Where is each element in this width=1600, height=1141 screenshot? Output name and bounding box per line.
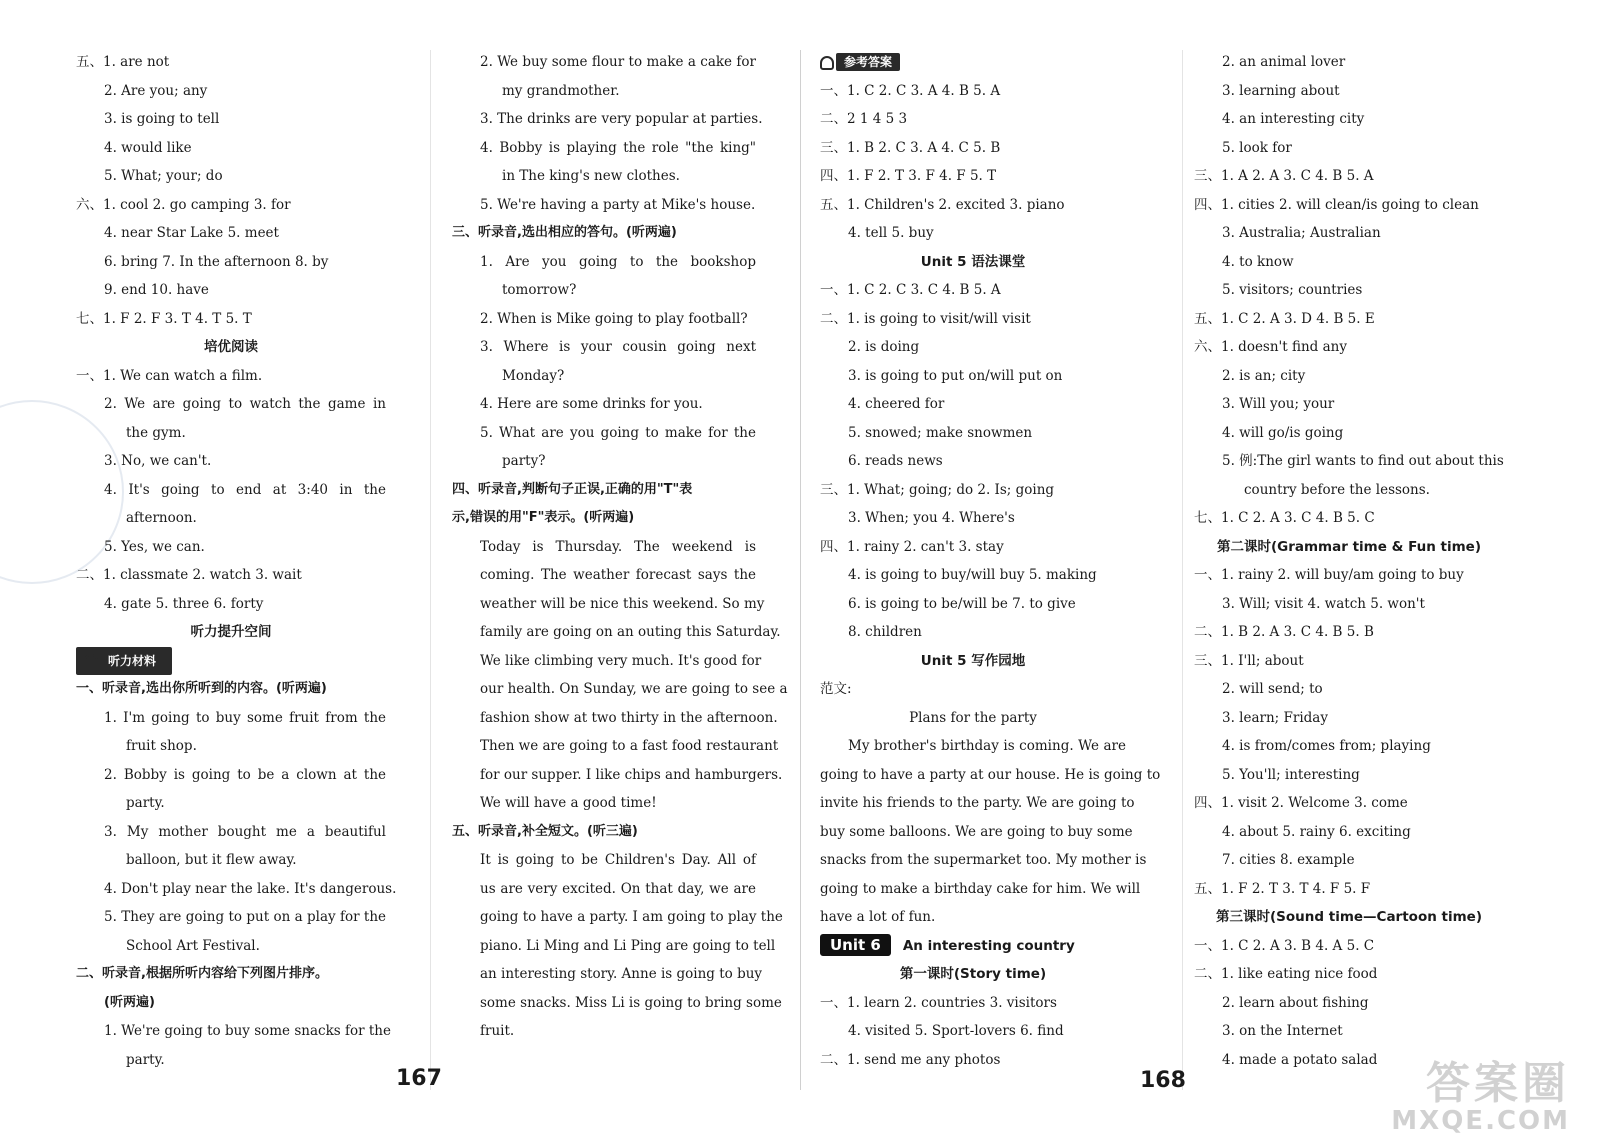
answer-line: party. xyxy=(126,795,165,811)
answer-line: 3. on the Internet xyxy=(1222,1023,1343,1039)
answer-line: 4. is from/comes from; playing xyxy=(1222,738,1431,754)
answer-line: 4. is going to buy/will buy 5. making xyxy=(848,567,1097,583)
answer-line: 一、1. C 2. C 3. C 4. B 5. A xyxy=(820,282,1001,298)
answer-line: 5. snowed; make snowmen xyxy=(848,424,1033,441)
answer-line: 4. cheered for xyxy=(848,396,945,412)
column-1 xyxy=(76,48,397,1074)
section-heading: 听力提升空间 xyxy=(190,624,272,640)
answer-line: 三、1. A 2. A 3. C 4. B 5. A xyxy=(1194,168,1374,184)
answer-line: 4. near Star Lake 5. meet xyxy=(104,225,279,241)
answer-line: going to make a birthday cake for him. We will xyxy=(820,880,1141,897)
answer-line: have a lot of fun. xyxy=(820,909,936,925)
answer-line: 6. is going to be/will be 7. to give xyxy=(848,595,1076,612)
answer-line: fruit shop. xyxy=(126,738,197,754)
answer-line: 5. They are going to put on a play for the xyxy=(104,909,386,925)
answer-line: 5. look for xyxy=(1222,139,1292,156)
answer-line: 3. is going to tell xyxy=(104,111,220,127)
answer-line: 四、1. cities 2. will clean/is going to clean xyxy=(1194,196,1479,213)
section-heading: 三、听录音,选出相应的答句。(听两遍) xyxy=(452,225,677,240)
page-number-left: 167 xyxy=(396,1066,442,1091)
answer-line: family are going on an outing this Saturday. xyxy=(480,624,781,640)
answer-line: 五、1. are not xyxy=(76,54,170,70)
answers-badge: 参考答案 xyxy=(836,53,900,71)
answer-line: 六、1. cool 2. go camping 3. for xyxy=(76,196,291,213)
answer-line: us are very excited. On that day, we are xyxy=(480,880,756,897)
answer-line: 四、1. visit 2. Welcome 3. come xyxy=(1194,795,1408,811)
answer-line: my grandmother. xyxy=(502,82,620,99)
answer-line: for our supper. I like chips and hamburgers. xyxy=(480,766,783,783)
answer-line: 一、1. C 2. A 3. B 4. A 5. C xyxy=(1194,937,1375,954)
answer-line: 4. will go/is going xyxy=(1222,424,1344,441)
answer-line: 5. 例:The girl wants to find out about this xyxy=(1222,453,1504,469)
answer-line: 1. We're going to buy some snacks for the xyxy=(104,1023,391,1039)
answer-line: weather will be nice this weekend. So my xyxy=(480,595,765,612)
answer-line: 5. What are you going to make for the xyxy=(480,424,756,441)
answer-line: 2. Bobby is going to be a clown at the xyxy=(104,766,386,783)
answer-line: 七、1. C 2. A 3. C 4. B 5. C xyxy=(1194,510,1375,526)
page-gutter xyxy=(800,50,801,1090)
answer-line: balloon, but it flew away. xyxy=(126,852,297,868)
section-heading: 五、听录音,补全短文。(听三遍) xyxy=(452,823,638,839)
answer-line: party? xyxy=(502,453,546,469)
answer-line: School Art Festival. xyxy=(126,937,260,954)
answer-line: 4. visited 5. Sport-lovers 6. find xyxy=(848,1023,1064,1039)
answer-line: 4. an interesting city xyxy=(1222,111,1365,127)
answer-line: going to have a party. I am going to play the xyxy=(480,909,783,925)
answer-line: 3. Will you; your xyxy=(1222,396,1335,412)
page-number-right: 168 xyxy=(1140,1068,1186,1093)
answer-line: 3. learning about xyxy=(1222,82,1340,99)
answer-line: 二、1. is going to visit/will visit xyxy=(820,310,1031,327)
answer-line: 4. about 5. rainy 6. exciting xyxy=(1222,823,1411,840)
answer-line: 四、1. F 2. T 3. F 4. F 5. T xyxy=(820,168,997,184)
answer-line: piano. Li Ming and Li Ping are going to tell xyxy=(480,937,776,954)
answer-line: 四、1. rainy 2. can't 3. stay xyxy=(820,538,1004,555)
answer-line: 一、1. We can watch a film. xyxy=(76,367,263,384)
answer-line: snacks from the supermarket too. My mother is xyxy=(820,852,1147,868)
answer-line: 4. Don't play near the lake. It's dangerous. xyxy=(104,880,397,897)
answer-line: 二、2 1 4 5 3 xyxy=(820,111,908,127)
answer-line: 4. Bobby is playing the role "the king" xyxy=(480,139,756,156)
answer-line: 8. children xyxy=(848,624,922,640)
section-heading: 一、听录音,选出你所听到的内容。(听两遍) xyxy=(76,681,327,696)
column-4 xyxy=(1194,48,1504,1074)
answer-line: 2. When is Mike going to play football? xyxy=(480,310,748,327)
answer-line: 1. I'm going to buy some fruit from the xyxy=(104,709,386,726)
answer-line: 二、1. classmate 2. watch 3. wait xyxy=(76,567,302,583)
answer-line: 5. What; your; do xyxy=(104,168,223,184)
answer-line: 6. bring 7. In the afternoon 8. by xyxy=(104,253,329,270)
answer-line: We like climbing very much. It's good for xyxy=(480,652,762,669)
section-badge xyxy=(76,647,172,676)
answer-line: 2. We are going to watch the game in xyxy=(104,396,386,412)
answer-line: 7. cities 8. example xyxy=(1222,852,1355,868)
section-heading: 示,错误的用"F"表示。(听两遍) xyxy=(452,510,635,525)
answer-line: 二、1. send me any photos xyxy=(820,1051,1001,1068)
answer-line: Monday? xyxy=(502,367,565,384)
watermark-logo xyxy=(1391,1058,1570,1136)
answer-line: 二、1. B 2. A 3. C 4. B 5. B xyxy=(1194,624,1374,640)
answer-line: 3. is going to put on/will put on xyxy=(848,367,1063,384)
section-heading: 二、听录音,根据所听内容给下列图片排序。 xyxy=(76,966,328,981)
answer-line: It is going to be Children's Day. All of xyxy=(480,852,756,868)
answer-line: 3. My mother bought me a beautiful xyxy=(104,823,386,840)
answer-line: 三、1. B 2. C 3. A 4. C 5. B xyxy=(820,139,1001,156)
answer-line: in The king's new clothes. xyxy=(502,168,680,184)
answer-line: 范文: xyxy=(820,681,852,697)
answer-line: 3. No, we can't. xyxy=(104,453,212,469)
answer-line: 5. visitors; countries xyxy=(1222,282,1363,298)
answer-line: 4. tell 5. buy xyxy=(848,225,934,241)
headphone-icon xyxy=(84,654,98,668)
answer-line: 4. Here are some drinks for you. xyxy=(480,396,703,412)
watermark-url: MXQE.COM xyxy=(1391,1106,1570,1136)
answer-line: some snacks. Miss Li is going to bring some xyxy=(480,994,782,1011)
answer-line: 2. Are you; any xyxy=(104,82,208,99)
answer-line: 3. Will; visit 4. watch 5. won't xyxy=(1222,595,1425,612)
answer-line: tomorrow? xyxy=(502,282,577,298)
answer-line: country before the lessons. xyxy=(1244,481,1430,498)
column-2 xyxy=(452,48,788,1046)
answer-line: 3. learn; Friday xyxy=(1222,709,1328,726)
listening-badge: 听力材料 xyxy=(100,652,164,670)
answer-line: fashion show at two thirty in the afternoon. xyxy=(480,709,778,726)
answer-line: 一、1. learn 2. countries 3. visitors xyxy=(820,994,1057,1011)
answer-line: 三、1. I'll; about xyxy=(1194,652,1304,669)
answer-line: Then we are going to a fast food restaurant xyxy=(480,738,779,754)
answer-line: 3. When; you 4. Where's xyxy=(848,510,1015,526)
section-heading: 四、听录音,判断句子正误,正确的用"T"表 xyxy=(452,481,693,497)
section-heading: Unit 5 语法课堂 xyxy=(920,253,1026,270)
watermark-text: 答案圈 xyxy=(1426,1058,1570,1109)
answer-line: 2. will send; to xyxy=(1222,681,1323,697)
column-divider xyxy=(1182,50,1183,1090)
answer-line: coming. The weather forecast says the xyxy=(480,567,756,583)
unit-title: An interesting country xyxy=(902,937,1075,954)
answer-line: 4. gate 5. three 6. forty xyxy=(104,595,264,612)
unit-heading xyxy=(820,932,1126,961)
answer-line: 2. is doing xyxy=(848,339,920,355)
answer-line: We will have a good time! xyxy=(480,795,657,811)
answer-line: 六、1. doesn't find any xyxy=(1194,339,1347,355)
section-heading: Unit 5 写作园地 xyxy=(920,652,1026,669)
answer-line: 4. made a potato salad xyxy=(1222,1051,1378,1068)
answer-line: Today is Thursday. The weekend is xyxy=(480,538,756,555)
answer-line: 5. We're having a party at Mike's house. xyxy=(480,196,756,213)
section-heading: (听两遍) xyxy=(104,994,155,1010)
column-3 xyxy=(820,48,1161,1074)
answer-line: an interesting story. Anne is going to buy xyxy=(480,966,763,982)
answer-line: 二、1. like eating nice food xyxy=(1194,966,1378,982)
book-icon xyxy=(820,56,834,70)
answer-line: 4. would like xyxy=(104,139,192,156)
section-heading: Plans for the party xyxy=(909,709,1037,726)
answer-line: 6. reads news xyxy=(848,453,943,469)
section-heading: 第三课时(Sound time—Cartoon time) xyxy=(1215,909,1483,925)
answer-line: 2. We buy some flour to make a cake for xyxy=(480,54,756,70)
answer-line: 9. end 10. have xyxy=(104,282,209,298)
answer-line: 五、1. Children's 2. excited 3. piano xyxy=(820,196,1065,213)
section-heading: 第二课时(Grammar time & Fun time) xyxy=(1216,538,1482,555)
answer-line: 5. Yes, we can. xyxy=(104,538,205,555)
answer-line: our health. On Sunday, we are going to see a xyxy=(480,681,788,697)
answer-line: 3. Australia; Australian xyxy=(1222,225,1381,241)
answer-line: 3. The drinks are very popular at parties. xyxy=(480,111,763,127)
answer-line: 2. learn about fishing xyxy=(1222,994,1369,1011)
answer-line: 一、1. rainy 2. will buy/am going to buy xyxy=(1194,567,1464,583)
answer-line: My brother's birthday is coming. We are xyxy=(848,738,1126,754)
answer-line: 1. Are you going to the bookshop xyxy=(480,253,756,270)
unit-tag: Unit 6 xyxy=(820,934,891,956)
answer-line: 七、1. F 2. F 3. T 4. T 5. T xyxy=(76,310,252,327)
column-divider xyxy=(430,50,431,1090)
answer-line: 五、1. F 2. T 3. T 4. F 5. F xyxy=(1194,880,1371,897)
answer-line: 4. to know xyxy=(1222,253,1294,270)
answer-line: party. xyxy=(126,1051,165,1068)
answer-line: 3. Where is your cousin going next xyxy=(480,339,756,355)
answer-line: afternoon. xyxy=(126,510,197,526)
answer-line: 一、1. C 2. C 3. A 4. B 5. A xyxy=(820,82,1001,99)
answer-line: 5. You'll; interesting xyxy=(1222,766,1360,783)
answer-line: 五、1. C 2. A 3. D 4. B 5. E xyxy=(1194,310,1375,327)
section-heading: 第一课时(Story time) xyxy=(899,966,1047,982)
answer-line: 4. It's going to end at 3:40 in the xyxy=(104,481,386,498)
answer-line: the gym. xyxy=(126,424,186,441)
answer-line: fruit. xyxy=(480,1023,515,1039)
answer-line: invite his friends to the party. We are going to xyxy=(820,795,1135,811)
answer-line: going to have a party at our house. He is going to xyxy=(820,766,1161,783)
section-badge xyxy=(820,48,1126,77)
section-heading: 培优阅读 xyxy=(204,339,258,355)
answer-line: 2. is an; city xyxy=(1222,367,1306,384)
answer-line: buy some balloons. We are going to buy some xyxy=(820,823,1133,840)
answer-line: 三、1. What; going; do 2. Is; going xyxy=(820,481,1055,498)
answer-line: 2. an animal lover xyxy=(1222,54,1346,70)
